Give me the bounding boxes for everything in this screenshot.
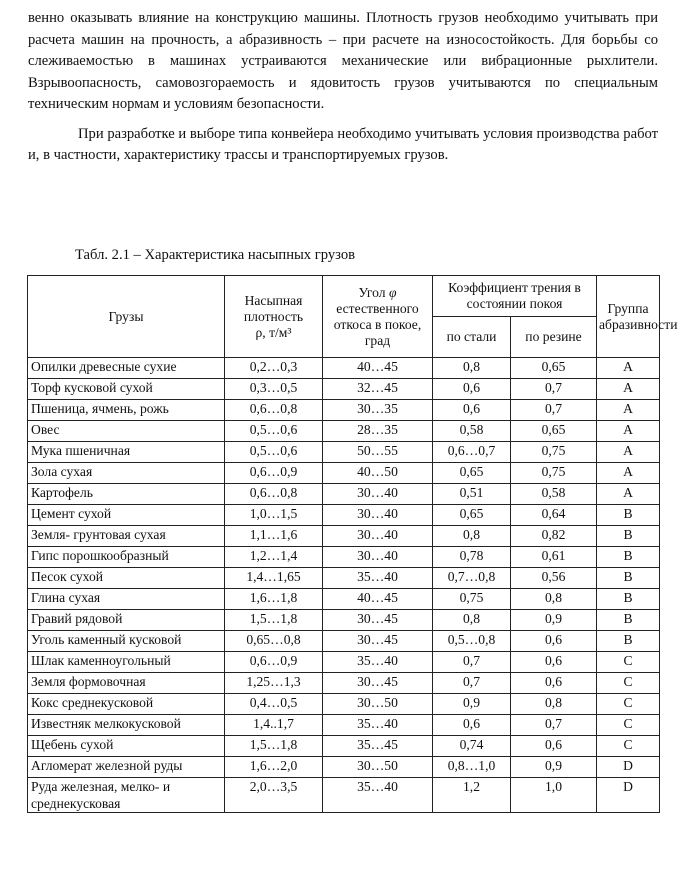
cell-density: 1,5…1,8 xyxy=(225,610,323,631)
header-angle-prefix: Угол xyxy=(358,284,386,300)
cell-cargo-name: Щебень сухой xyxy=(28,736,225,757)
header-angle-rest: естественного откоса в покое, град xyxy=(333,300,422,348)
cell-friction-rubber: 0,6 xyxy=(511,673,597,694)
cell-angle: 35…40 xyxy=(323,568,433,589)
cell-angle: 30…40 xyxy=(323,484,433,505)
header-density-unit: ρ, т/м³ xyxy=(255,324,292,340)
cell-angle: 35…40 xyxy=(323,778,433,813)
cell-friction-steel: 0,7 xyxy=(433,652,511,673)
cell-friction-rubber: 0,6 xyxy=(511,652,597,673)
cell-cargo-name: Картофель xyxy=(28,484,225,505)
header-group: Группа абразивности xyxy=(597,276,660,358)
cell-cargo-name: Гравий рядовой xyxy=(28,610,225,631)
cell-friction-rubber: 0,82 xyxy=(511,526,597,547)
body-text xyxy=(28,8,658,167)
cell-friction-rubber: 0,64 xyxy=(511,505,597,526)
cell-abrasiveness-group: A xyxy=(597,463,660,484)
cell-angle: 30…50 xyxy=(323,757,433,778)
cell-friction-steel: 0,74 xyxy=(433,736,511,757)
cell-friction-steel: 0,8 xyxy=(433,526,511,547)
cell-friction-steel: 0,65 xyxy=(433,505,511,526)
cell-cargo-name: Цемент сухой xyxy=(28,505,225,526)
cell-angle: 35…40 xyxy=(323,715,433,736)
table-row xyxy=(28,631,660,652)
cell-friction-rubber: 0,6 xyxy=(511,736,597,757)
cell-abrasiveness-group: A xyxy=(597,421,660,442)
table-header-row xyxy=(28,276,660,317)
table-row xyxy=(28,547,660,568)
cell-abrasiveness-group: B xyxy=(597,568,660,589)
cell-cargo-name: Глина сухая xyxy=(28,589,225,610)
cell-friction-rubber: 0,7 xyxy=(511,379,597,400)
header-angle xyxy=(323,276,433,358)
cell-density: 0,3…0,5 xyxy=(225,379,323,400)
cell-density: 1,5…1,8 xyxy=(225,736,323,757)
table-caption: Табл. 2.1 – Характеристика насыпных грузов xyxy=(75,247,356,263)
table-row xyxy=(28,379,660,400)
cell-density: 0,2…0,3 xyxy=(225,358,323,379)
table-row xyxy=(28,778,660,813)
table-row xyxy=(28,568,660,589)
cell-density: 1,4…1,65 xyxy=(225,568,323,589)
cell-density: 0,6…0,8 xyxy=(225,400,323,421)
cell-abrasiveness-group: C xyxy=(597,673,660,694)
table-row xyxy=(28,400,660,421)
table-row xyxy=(28,358,660,379)
table-row xyxy=(28,673,660,694)
cell-friction-rubber: 0,6 xyxy=(511,631,597,652)
header-friction: Коэффициент трения в состоянии покоя xyxy=(433,276,597,317)
cell-abrasiveness-group: A xyxy=(597,400,660,421)
paragraph: При разработке и выборе типа конвейера необходимо учитывать условия производства работ и, в частности, характеристику трассы и транспортируемых грузов. xyxy=(28,125,658,163)
cell-density: 1,25…1,3 xyxy=(225,673,323,694)
cell-abrasiveness-group: B xyxy=(597,610,660,631)
cell-angle: 35…45 xyxy=(323,736,433,757)
table-row xyxy=(28,610,660,631)
cell-density: 2,0…3,5 xyxy=(225,778,323,813)
cell-friction-steel: 0,7 xyxy=(433,673,511,694)
cell-cargo-name: Гипс порошкообразный xyxy=(28,547,225,568)
cell-friction-steel: 0,7…0,8 xyxy=(433,568,511,589)
header-density-text: Насыпная плотность xyxy=(243,292,304,324)
cell-angle: 28…35 xyxy=(323,421,433,442)
cell-density: 0,5…0,6 xyxy=(225,421,323,442)
cell-density: 1,6…1,8 xyxy=(225,589,323,610)
cell-abrasiveness-group: B xyxy=(597,547,660,568)
cell-abrasiveness-group: A xyxy=(597,358,660,379)
cell-angle: 40…45 xyxy=(323,589,433,610)
header-density xyxy=(225,276,323,358)
cell-friction-rubber: 0,65 xyxy=(511,358,597,379)
cell-cargo-name: Мука пшеничная xyxy=(28,442,225,463)
cell-density: 1,6…2,0 xyxy=(225,757,323,778)
cell-cargo-name: Торф кусковой сухой xyxy=(28,379,225,400)
header-friction-steel: по стали xyxy=(433,317,511,358)
cell-friction-steel: 0,5…0,8 xyxy=(433,631,511,652)
cell-density: 1,2…1,4 xyxy=(225,547,323,568)
cell-density: 1,4..1,7 xyxy=(225,715,323,736)
cell-angle: 30…45 xyxy=(323,673,433,694)
cell-abrasiveness-group: C xyxy=(597,736,660,757)
cell-abrasiveness-group: C xyxy=(597,715,660,736)
cell-friction-steel: 0,6 xyxy=(433,400,511,421)
cell-abrasiveness-group: A xyxy=(597,379,660,400)
table-row xyxy=(28,652,660,673)
cell-cargo-name: Шлак каменноугольный xyxy=(28,652,225,673)
cell-friction-rubber: 0,61 xyxy=(511,547,597,568)
cell-cargo-name: Опилки древесные сухие xyxy=(28,358,225,379)
paragraph: венно оказывать влияние на конструкцию машины. Плотность грузов необходимо учитывать при расчета машин на прочность, а абразивность – при расчете на износостойкость. Для борьбы со слеживаемостью в машинах устраиваются механические или вибрационные рыхлители. Взрывоопасность, самовозгораемость и ядовитость грузов учитываются по специальным техническим нормам и условиям безопасности. xyxy=(28,10,658,112)
cell-cargo-name: Земля- грунтовая сухая xyxy=(28,526,225,547)
cell-abrasiveness-group: B xyxy=(597,589,660,610)
cell-friction-steel: 0,6…0,7 xyxy=(433,442,511,463)
cell-abrasiveness-group: D xyxy=(597,778,660,813)
cell-angle: 30…40 xyxy=(323,547,433,568)
cell-angle: 40…45 xyxy=(323,358,433,379)
cell-angle: 35…40 xyxy=(323,652,433,673)
cell-angle: 30…45 xyxy=(323,610,433,631)
cell-friction-rubber: 0,7 xyxy=(511,400,597,421)
cell-abrasiveness-group: A xyxy=(597,442,660,463)
cell-friction-rubber: 0,58 xyxy=(511,484,597,505)
cell-cargo-name: Песок сухой xyxy=(28,568,225,589)
cell-friction-steel: 0,8 xyxy=(433,610,511,631)
cell-angle: 30…35 xyxy=(323,400,433,421)
cell-angle: 32…45 xyxy=(323,379,433,400)
table-row xyxy=(28,526,660,547)
cell-angle: 30…40 xyxy=(323,526,433,547)
cell-friction-steel: 0,6 xyxy=(433,379,511,400)
cell-friction-steel: 0,8 xyxy=(433,358,511,379)
cell-angle: 40…50 xyxy=(323,463,433,484)
cell-cargo-name: Земля формовочная xyxy=(28,673,225,694)
table-row xyxy=(28,694,660,715)
cell-cargo-name: Агломерат железной руды xyxy=(28,757,225,778)
cell-abrasiveness-group: A xyxy=(597,484,660,505)
cell-cargo-name: Известняк мелкокусковой xyxy=(28,715,225,736)
table-row xyxy=(28,484,660,505)
cell-density: 0,6…0,8 xyxy=(225,484,323,505)
cell-density: 1,1…1,6 xyxy=(225,526,323,547)
cell-density: 1,0…1,5 xyxy=(225,505,323,526)
table-row xyxy=(28,736,660,757)
header-friction-rubber: по резине xyxy=(511,317,597,358)
cell-friction-steel: 1,2 xyxy=(433,778,511,813)
header-angle-symbol: φ xyxy=(388,284,397,300)
table-row xyxy=(28,589,660,610)
cell-friction-rubber: 0,56 xyxy=(511,568,597,589)
cell-friction-rubber: 0,65 xyxy=(511,421,597,442)
cell-cargo-name: Уголь каменный кусковой xyxy=(28,631,225,652)
cell-friction-rubber: 0,9 xyxy=(511,610,597,631)
cell-angle: 50…55 xyxy=(323,442,433,463)
cell-friction-steel: 0,51 xyxy=(433,484,511,505)
header-cargo: Грузы xyxy=(28,276,225,358)
table-body xyxy=(28,358,660,813)
table-row xyxy=(28,715,660,736)
cell-angle: 30…40 xyxy=(323,505,433,526)
cargo-characteristics-table xyxy=(27,275,678,813)
cell-friction-rubber: 0,75 xyxy=(511,463,597,484)
cell-abrasiveness-group: B xyxy=(597,526,660,547)
cell-friction-rubber: 0,75 xyxy=(511,442,597,463)
table-row xyxy=(28,757,660,778)
cell-friction-rubber: 1,0 xyxy=(511,778,597,813)
cell-abrasiveness-group: C xyxy=(597,652,660,673)
cell-angle: 30…45 xyxy=(323,631,433,652)
cell-density: 0,5…0,6 xyxy=(225,442,323,463)
cell-friction-steel: 0,8…1,0 xyxy=(433,757,511,778)
cell-density: 0,65…0,8 xyxy=(225,631,323,652)
cell-density: 0,6…0,9 xyxy=(225,463,323,484)
cell-friction-rubber: 0,7 xyxy=(511,715,597,736)
cell-cargo-name: Зола сухая xyxy=(28,463,225,484)
cell-friction-steel: 0,78 xyxy=(433,547,511,568)
cell-cargo-name: Пшеница, ячмень, рожь xyxy=(28,400,225,421)
table-row xyxy=(28,505,660,526)
cell-density: 0,4…0,5 xyxy=(225,694,323,715)
cell-friction-steel: 0,58 xyxy=(433,421,511,442)
cell-abrasiveness-group: D xyxy=(597,757,660,778)
table-row xyxy=(28,442,660,463)
cell-friction-rubber: 0,8 xyxy=(511,694,597,715)
cell-abrasiveness-group: B xyxy=(597,505,660,526)
cell-abrasiveness-group: C xyxy=(597,694,660,715)
cell-friction-rubber: 0,9 xyxy=(511,757,597,778)
cell-friction-steel: 0,65 xyxy=(433,463,511,484)
cell-cargo-name: Овес xyxy=(28,421,225,442)
cell-abrasiveness-group: B xyxy=(597,631,660,652)
cell-cargo-name: Руда железная, мелко- и среднекусковая xyxy=(28,778,225,813)
cell-friction-steel: 0,9 xyxy=(433,694,511,715)
table-row xyxy=(28,463,660,484)
cell-friction-steel: 0,75 xyxy=(433,589,511,610)
cell-friction-rubber: 0,8 xyxy=(511,589,597,610)
table-row xyxy=(28,421,660,442)
cell-angle: 30…50 xyxy=(323,694,433,715)
cell-density: 0,6…0,9 xyxy=(225,652,323,673)
cell-cargo-name: Кокс среднекусковой xyxy=(28,694,225,715)
cell-friction-steel: 0,6 xyxy=(433,715,511,736)
